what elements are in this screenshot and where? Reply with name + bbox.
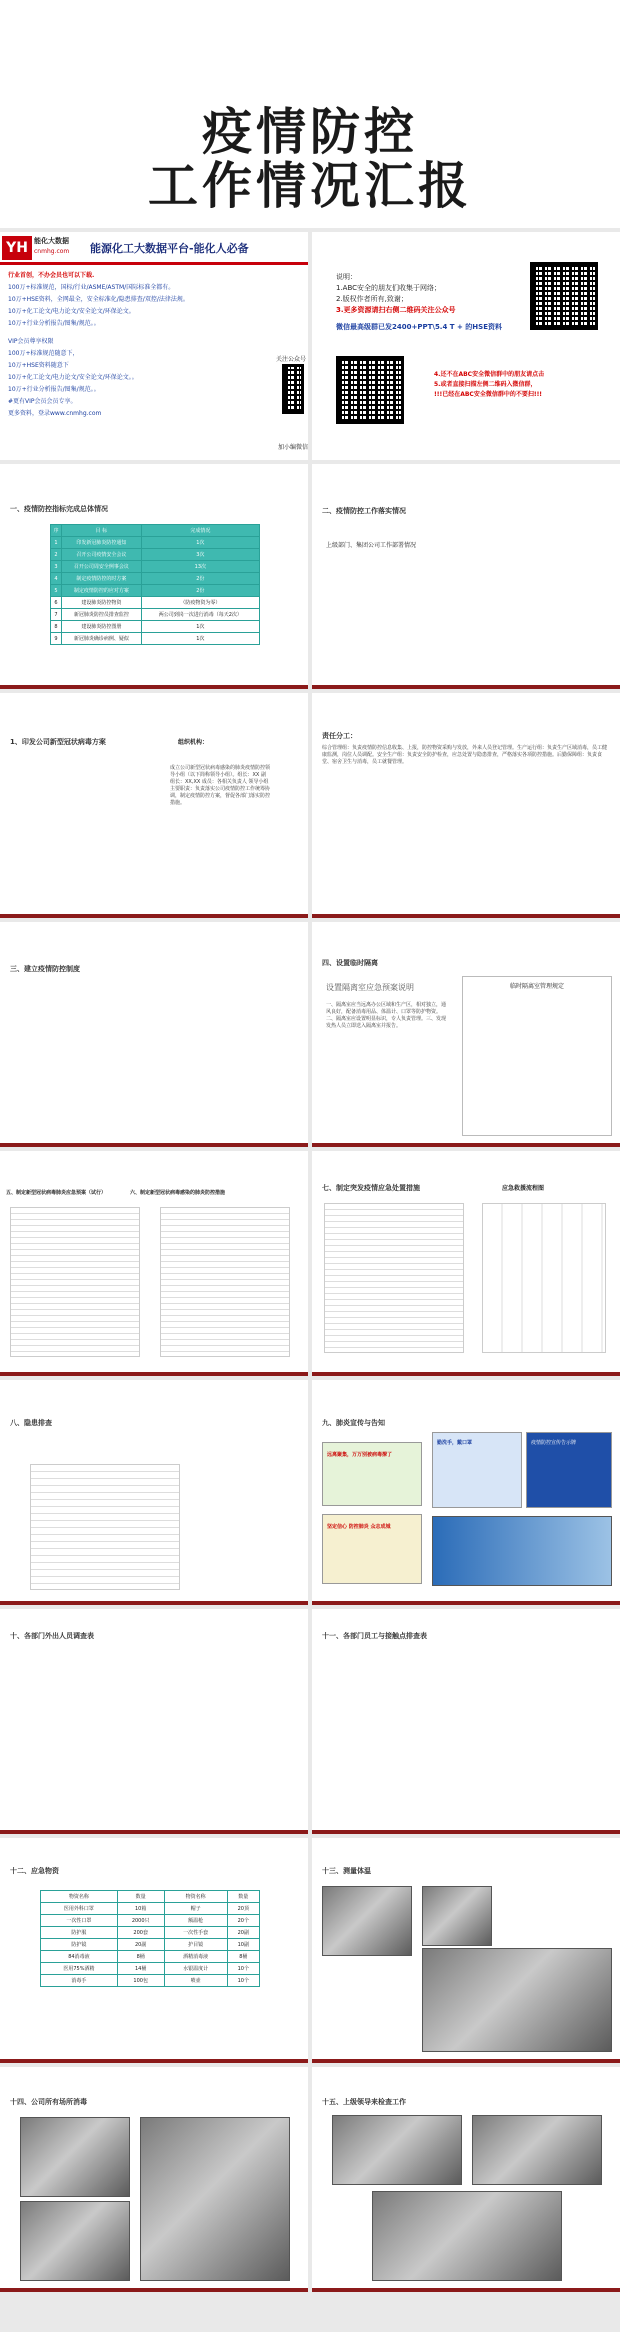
plan-body: 一、隔离室应当远离办公区域和生产区，相对独立，通风良好，配备消毒用品、体温计、口罩等防护物资。二、隔离室应设置明显标识，专人负责管理。三、发现发热人员立即送入隔离室并报告。 — [326, 1002, 447, 1029]
poster-text: 疫情防控宣传告示牌 — [531, 1440, 577, 1446]
poster — [322, 1442, 422, 1506]
ad-banner: 能源化工大数据平台-能化人必备 — [90, 242, 249, 255]
table-row: 1 印发新冠肺炎防控通知 1次 — [51, 537, 260, 549]
table-row: 医用外科口罩 10箱 帽子 20顶 — [41, 1903, 260, 1915]
table-row: 7 新冠肺炎防控员排查监控 两公司到岗一次进行消毒（每天2次） — [51, 609, 260, 621]
supplies-table — [40, 1890, 260, 1987]
follow-caption: 关注公众号 — [275, 356, 306, 363]
regulation-doc — [462, 976, 612, 1136]
table-header: 完成情况 — [141, 525, 259, 537]
slide-emergency-response — [312, 1151, 620, 1376]
ad-line: 10万+HSE资料，全网最全，安全标准化/隐患排查/双控/法律法规。 — [8, 296, 189, 303]
inspection-photo — [372, 2191, 562, 2281]
table-row: 一次性口罩 2000只 额温枪 20个 — [41, 1915, 260, 1927]
slide-title: 七、制定突发疫情应急处置措施 — [322, 1184, 420, 1192]
slide-body: 成立公司新型冠状病毒感染的肺炎疫情防控领导小组（以下简称领导小组）。组长：XX 副组长：XX,XX 成员：各相关负责人 领导小组主要职责：负责落实公司疫情防控工作统筹协调，制定疫情防控方案，督促各部门落实防控措施。 — [170, 765, 271, 806]
ad-line: 10万+行业分析报告/图集/规范。。 — [8, 386, 100, 393]
inspection-photo — [472, 2115, 602, 2185]
table-header: 序 — [51, 525, 62, 537]
poster-text: 远离聚集，万万别被病毒撩了 — [327, 1452, 393, 1458]
slide-footer-bar — [0, 914, 308, 918]
slide-inspection — [312, 2067, 620, 2292]
flowchart — [482, 1203, 606, 1353]
slide-title: 九、肺炎宣传与告知 — [322, 1419, 385, 1427]
poster — [322, 1514, 422, 1584]
slide-footer-bar — [312, 1372, 620, 1376]
slide-title: 十、各部门外出人员调查表 — [10, 1632, 94, 1640]
logo-icon: YH — [2, 236, 32, 260]
slide-title: 八、隐患排查 — [10, 1419, 52, 1427]
slide-title: 十五、上级领导来检查工作 — [322, 2098, 406, 2106]
ad-line: !!!已经在ABC安全微信群中的不要扫!!! — [434, 391, 543, 398]
table-row: 6 建设肺炎防控物资 （防疫物资为零） — [51, 597, 260, 609]
slide-title-2: 六、制定新型冠状病毒感染的肺炎防控措施 — [130, 1190, 226, 1196]
table-row: 9 新冠肺炎确诊病例、疑似 1次 — [51, 633, 260, 645]
slide-footer-bar — [0, 1372, 308, 1376]
ad-line: 说明： — [336, 273, 357, 281]
qr-code-icon[interactable] — [530, 262, 598, 330]
slide-contact-check — [312, 1609, 620, 1834]
slide-footer-bar — [0, 1830, 308, 1834]
ad-line: 3.更多资源请扫右侧二维码关注公众号 — [336, 306, 456, 314]
checklist-doc — [30, 1464, 180, 1590]
slide-footer-bar — [0, 1143, 308, 1147]
slide-temperature — [312, 1838, 620, 2063]
table-header: 目 标 — [62, 525, 142, 537]
disinfection-photo — [20, 2201, 130, 2281]
poster — [526, 1432, 612, 1508]
slide-footer-bar — [312, 2288, 620, 2292]
slide-responsibility — [312, 693, 620, 918]
ad-right-panel — [312, 232, 620, 460]
poster-text: 坚定信心 防控肺炎 众志成城 — [327, 1524, 391, 1530]
table-row: 防护服 200套 一次性手套 20副 — [41, 1927, 260, 1939]
slide-supplies — [0, 1838, 308, 2063]
slide-title: 十一、各部门员工与接触点排查表 — [322, 1632, 427, 1640]
slide-footer-bar — [312, 914, 620, 918]
slide-footer-bar — [312, 2059, 620, 2063]
ad-line: 微信最高级群已发2400+PPT\5.4 T + 的HSE资料 — [336, 323, 502, 331]
table-row: 84消毒液 8桶 酒精消毒液 8桶 — [41, 1951, 260, 1963]
publicity-board-photo — [432, 1516, 612, 1586]
ad-line: VIP会员尊享权限 — [8, 338, 54, 345]
slide-title: 四、设置临时隔离 — [322, 959, 378, 967]
doc-page — [10, 1207, 140, 1357]
cover-title-line1: 疫情防控 — [202, 102, 418, 161]
slide-title: 十三、测量体温 — [322, 1867, 371, 1875]
slide-company-plan — [0, 693, 308, 918]
table-row: 消毒手 100包 喷壶 10个 — [41, 1975, 260, 1987]
table-row: 4 制定疫情防控的时方案 2份 — [51, 573, 260, 585]
slide-publicity — [312, 1380, 620, 1605]
slide-outgoing-survey — [0, 1609, 308, 1834]
slide-indicators — [0, 464, 308, 689]
ad-line: 2.版权作者所有,致谢； — [336, 295, 408, 303]
poster-text: 勤洗手，戴口罩 — [437, 1440, 473, 1446]
ad-line: 5.或者直接扫描左侧二维码入微信群， — [434, 381, 537, 388]
table-row: 防护镜 20副 护目镜 10副 — [41, 1939, 260, 1951]
ad-left-list — [8, 270, 278, 420]
slide-emergency-plan — [0, 1151, 308, 1376]
slide-title: 1、印发公司新型冠状病毒方案 — [10, 738, 106, 746]
slide-footer-bar — [312, 685, 620, 689]
table-row: 3 召开公司周安全例事会议 13次 — [51, 561, 260, 573]
slide-title: 五、制定新型冠状病毒肺炎应急预案（试行） — [6, 1190, 107, 1196]
slide-title: 一、疫情防控指标完成总体情况 — [10, 505, 108, 513]
cover-slide — [0, 0, 620, 228]
ad-line: 10万+HSE资料随意下 — [8, 362, 69, 369]
qr-code-icon[interactable] — [336, 356, 404, 424]
temperature-photo — [322, 1886, 412, 1956]
slide-implementation — [312, 464, 620, 689]
ad-line: 10万+化工论文/电力论文/安全论文/环保论文。。 — [8, 374, 138, 381]
ad-line: 100万+标准规范随意下， — [8, 350, 79, 357]
ad-line: 10万+行业分析报告/图集/规范。。 — [8, 320, 100, 327]
ad-left-panel — [0, 232, 308, 460]
doc-page — [160, 1207, 290, 1357]
cover-title-line2: 工作情况汇报 — [148, 156, 472, 215]
slide-footer-bar — [312, 1143, 620, 1147]
ad-line: 1.ABC安全的朋友们收集于网络； — [336, 284, 442, 292]
table-row: 8 建设肺炎防控图册 1次 — [51, 621, 260, 633]
slide-isolation — [312, 922, 620, 1147]
ad-right-notes — [434, 370, 618, 400]
qr-code-icon[interactable] — [282, 364, 304, 414]
slide-title: 二、疫情防控工作落实情况 — [322, 507, 406, 515]
disinfection-photo — [20, 2117, 130, 2197]
table-row: 物资名称 数量 物资名称 数量 — [41, 1891, 260, 1903]
temperature-photo — [422, 1886, 492, 1946]
slide-system — [0, 922, 308, 1147]
qr-caption: 加小编微信 — [277, 444, 308, 451]
slide-title: 十二、应急物资 — [10, 1867, 59, 1875]
table-row: 5 制定疫情防控的应对方案 2份 — [51, 585, 260, 597]
ad-line: 4.还不在ABC安全微信群中的朋友请点击 — [434, 371, 545, 378]
slide-hazard — [0, 1380, 308, 1605]
temperature-photo — [422, 1948, 612, 2052]
slide-footer-bar — [0, 685, 308, 689]
ad-line: 更多资料，登录www.cnmhg.com — [8, 410, 102, 417]
table-row: 2 召开公司疫情安全会议 3次 — [51, 549, 260, 561]
table-row: 医用75%酒精 14桶 水银温度计 10个 — [41, 1963, 260, 1975]
poster — [432, 1432, 522, 1508]
ad-line: 100万+标准规范，国标/行业/ASME/ASTM/国际标准全都有。 — [8, 284, 175, 291]
logo-bottom: cnmhg.com — [34, 248, 70, 255]
doc-page — [324, 1203, 464, 1353]
slide-footer-bar — [312, 1601, 620, 1605]
plan-heading: 设置隔离室应急预案说明 — [326, 983, 414, 992]
org-label: 组织机构： — [178, 739, 209, 746]
inspection-photo — [332, 2115, 462, 2185]
indicator-table — [50, 524, 260, 645]
ad-line: 行业首创，不办会员也可以下载. — [8, 272, 95, 279]
ad-line: 10万+化工论文/电力论文/安全论文/环保论文。 — [8, 308, 135, 315]
slide-footer-bar — [0, 2288, 308, 2292]
slide-title: 十四、公司所有场所消毒 — [10, 2098, 87, 2106]
disinfection-photo — [140, 2117, 290, 2281]
ad-divider — [0, 262, 308, 265]
slide-footer-bar — [0, 1601, 308, 1605]
slide-title: 责任分工： — [322, 732, 357, 740]
slide-disinfection — [0, 2067, 308, 2292]
logo-top: 能化大数据 — [34, 237, 69, 245]
slide-footer-bar — [0, 2059, 308, 2063]
ad-line: #更有VIP会员会员专享。 — [8, 398, 77, 405]
slide-title: 三、建立疫情防控制度 — [10, 965, 80, 973]
slide-footer-bar — [312, 1830, 620, 1834]
slide-subtitle: 上级部门、集团公司工作部署情况 — [326, 542, 417, 549]
regulation-title: 临时隔离室管理规定 — [509, 983, 564, 990]
slide-body: 综合管理组：负责疫情防控信息收集、上报，防控物资采购与发放，外来人员登记管理。生产运行组：负责生产区域消毒，员工健康监测，岗位人员调配。安全生产组：负责安全防护检查，应急处置与隐患排查，严格落实各项防控措施。后勤保障组：负责食堂、宿舍卫生与消毒，员工就餐管理。 — [322, 745, 608, 765]
flow-title: 应急救援流程图 — [502, 1185, 545, 1192]
